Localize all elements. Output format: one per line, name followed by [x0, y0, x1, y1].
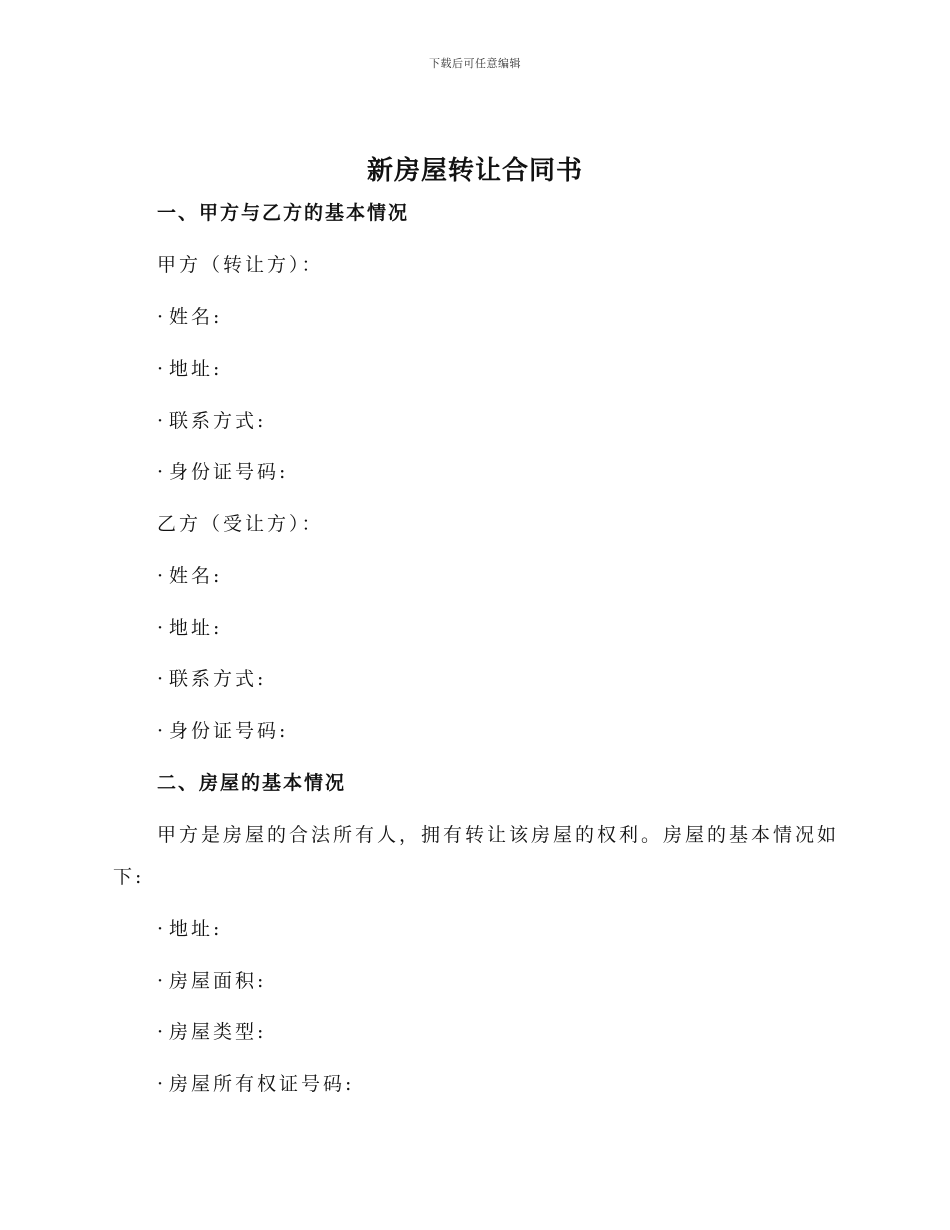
bullet-marker: · — [157, 1073, 167, 1095]
section-1-heading: 一、甲方与乙方的基本情况 — [157, 202, 410, 224]
bullet-marker: · — [157, 668, 167, 690]
field-label: 房屋所有权证号码: — [169, 1073, 355, 1095]
field-label: 房屋面积: — [169, 970, 267, 992]
field-label: 联系方式: — [169, 410, 267, 432]
party-b-label: 乙方（受让方）： — [157, 513, 324, 535]
section-2-heading: 二、房屋的基本情况 — [157, 772, 347, 794]
bullet-marker: · — [157, 918, 167, 940]
party-b-field-name — [157, 561, 222, 588]
field-label: 联系方式: — [169, 668, 267, 690]
house-field-certificate — [157, 1069, 354, 1096]
party-a-label: 甲方（转让方）： — [157, 254, 324, 276]
bullet-marker: · — [157, 461, 167, 483]
section-2-paragraph-line-1: 甲方是房屋的合法所有人，拥有转让该房屋的权利。房屋的基本情况如 — [157, 824, 840, 846]
section-2-paragraph-line-2: 下: — [113, 866, 145, 888]
field-label: 地址: — [169, 358, 223, 380]
bullet-marker: · — [157, 306, 167, 328]
bullet-marker: · — [157, 410, 167, 432]
party-b-field-address — [157, 613, 222, 640]
field-label: 地址: — [169, 617, 223, 639]
field-label: 身份证号码: — [169, 720, 289, 742]
party-b-field-contact — [157, 664, 266, 691]
field-label: 身份证号码: — [169, 461, 289, 483]
party-a-field-name — [157, 302, 222, 329]
bullet-marker: · — [157, 1021, 167, 1043]
bullet-marker: · — [157, 720, 167, 742]
field-label: 房屋类型: — [169, 1021, 267, 1043]
bullet-marker: · — [157, 617, 167, 639]
party-a-field-address — [157, 354, 222, 381]
party-a-field-id — [157, 457, 288, 484]
party-b-field-id — [157, 716, 288, 743]
field-label: 姓名: — [169, 306, 223, 328]
field-label: 姓名: — [169, 565, 223, 587]
house-field-type — [157, 1017, 266, 1044]
house-field-area — [157, 966, 266, 993]
header-note: 下载后可任意编辑 — [429, 57, 521, 70]
document-title: 新房屋转让合同书 — [366, 156, 583, 186]
house-field-address — [157, 914, 222, 941]
field-label: 地址: — [169, 918, 223, 940]
party-a-field-contact — [157, 406, 266, 433]
bullet-marker: · — [157, 970, 167, 992]
bullet-marker: · — [157, 358, 167, 380]
bullet-marker: · — [157, 565, 167, 587]
